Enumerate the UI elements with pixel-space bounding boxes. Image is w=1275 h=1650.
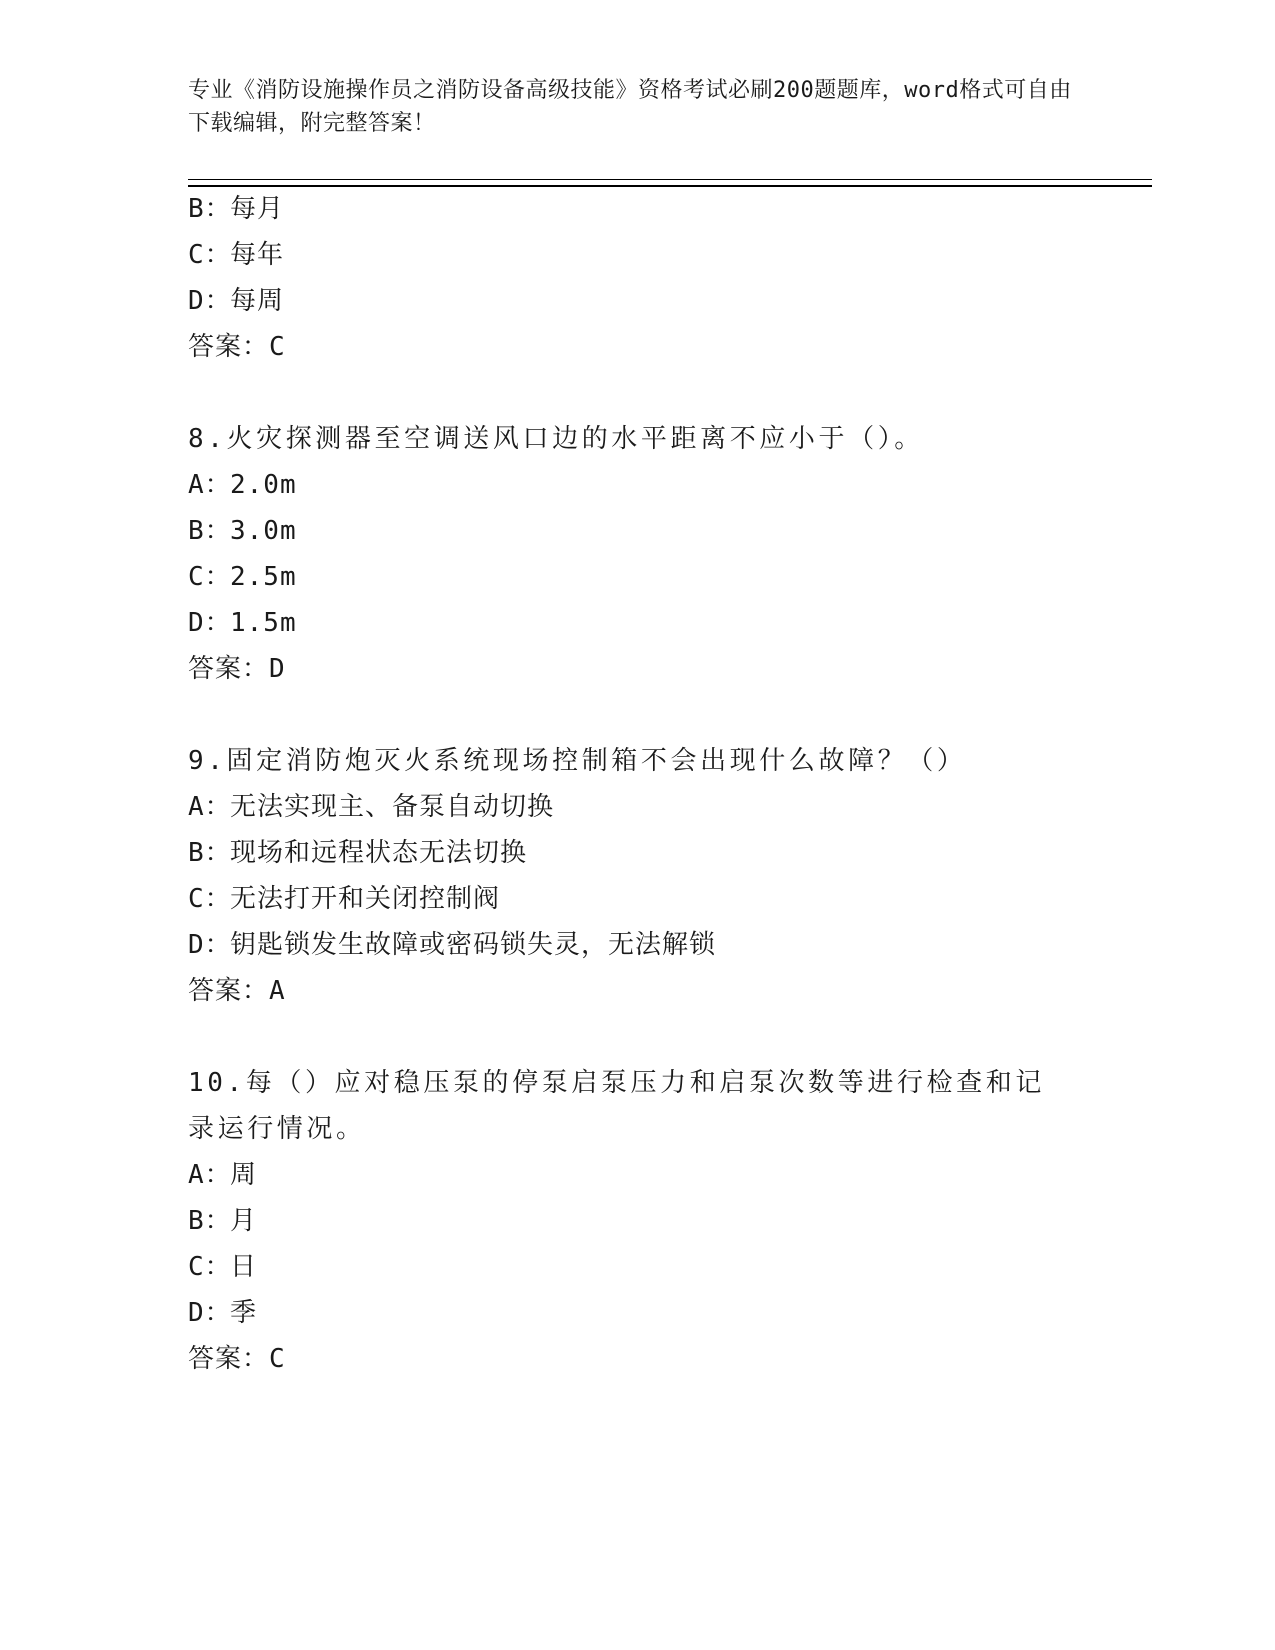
question-list (188, 186, 1088, 1382)
option-c: C：日 (188, 1252, 258, 1282)
option-d: D：季 (188, 1298, 258, 1328)
option-b: B：月 (188, 1206, 258, 1236)
option-a: A：周 (188, 1160, 258, 1190)
answer-line: 答案：C (188, 332, 286, 362)
question-8 (188, 416, 1088, 692)
option-b: B：每月 (188, 194, 285, 224)
answer-line: 答案：C (188, 1344, 286, 1374)
option-b: B：3.0m (188, 516, 297, 546)
option-a: A：无法实现主、备泵自动切换 (188, 792, 555, 822)
question-stem: 9.固定消防炮灭火系统现场控制箱不会出现什么故障？（） (188, 746, 967, 776)
option-b: B：现场和远程状态无法切换 (188, 838, 528, 868)
question-stem: 10.每（）应对稳压泵的停泵启泵压力和启泵次数等进行检查和记录运行情况。 (188, 1068, 1045, 1144)
question-7-continuation (188, 186, 1088, 370)
option-c: C：每年 (188, 240, 285, 270)
option-d: D：钥匙锁发生故障或密码锁失灵，无法解锁 (188, 930, 717, 960)
document-header (188, 74, 1088, 140)
answer-line: 答案：D (188, 654, 286, 684)
question-stem: 8.火灾探测器至空调送风口边的水平距离不应小于（）。 (188, 424, 924, 454)
option-d: D：每周 (188, 286, 285, 316)
question-10 (188, 1060, 1088, 1382)
option-c: C：无法打开和关闭控制阀 (188, 884, 501, 914)
header-title: 专业《消防设施操作员之消防设备高级技能》资格考试必刷200题题库，word格式可自由下载编辑，附完整答案！ (188, 78, 1072, 136)
answer-line: 答案：A (188, 976, 286, 1006)
option-c: C：2.5m (188, 562, 297, 592)
option-a: A：2.0m (188, 470, 297, 500)
question-9 (188, 738, 1088, 1014)
option-d: D：1.5m (188, 608, 297, 638)
